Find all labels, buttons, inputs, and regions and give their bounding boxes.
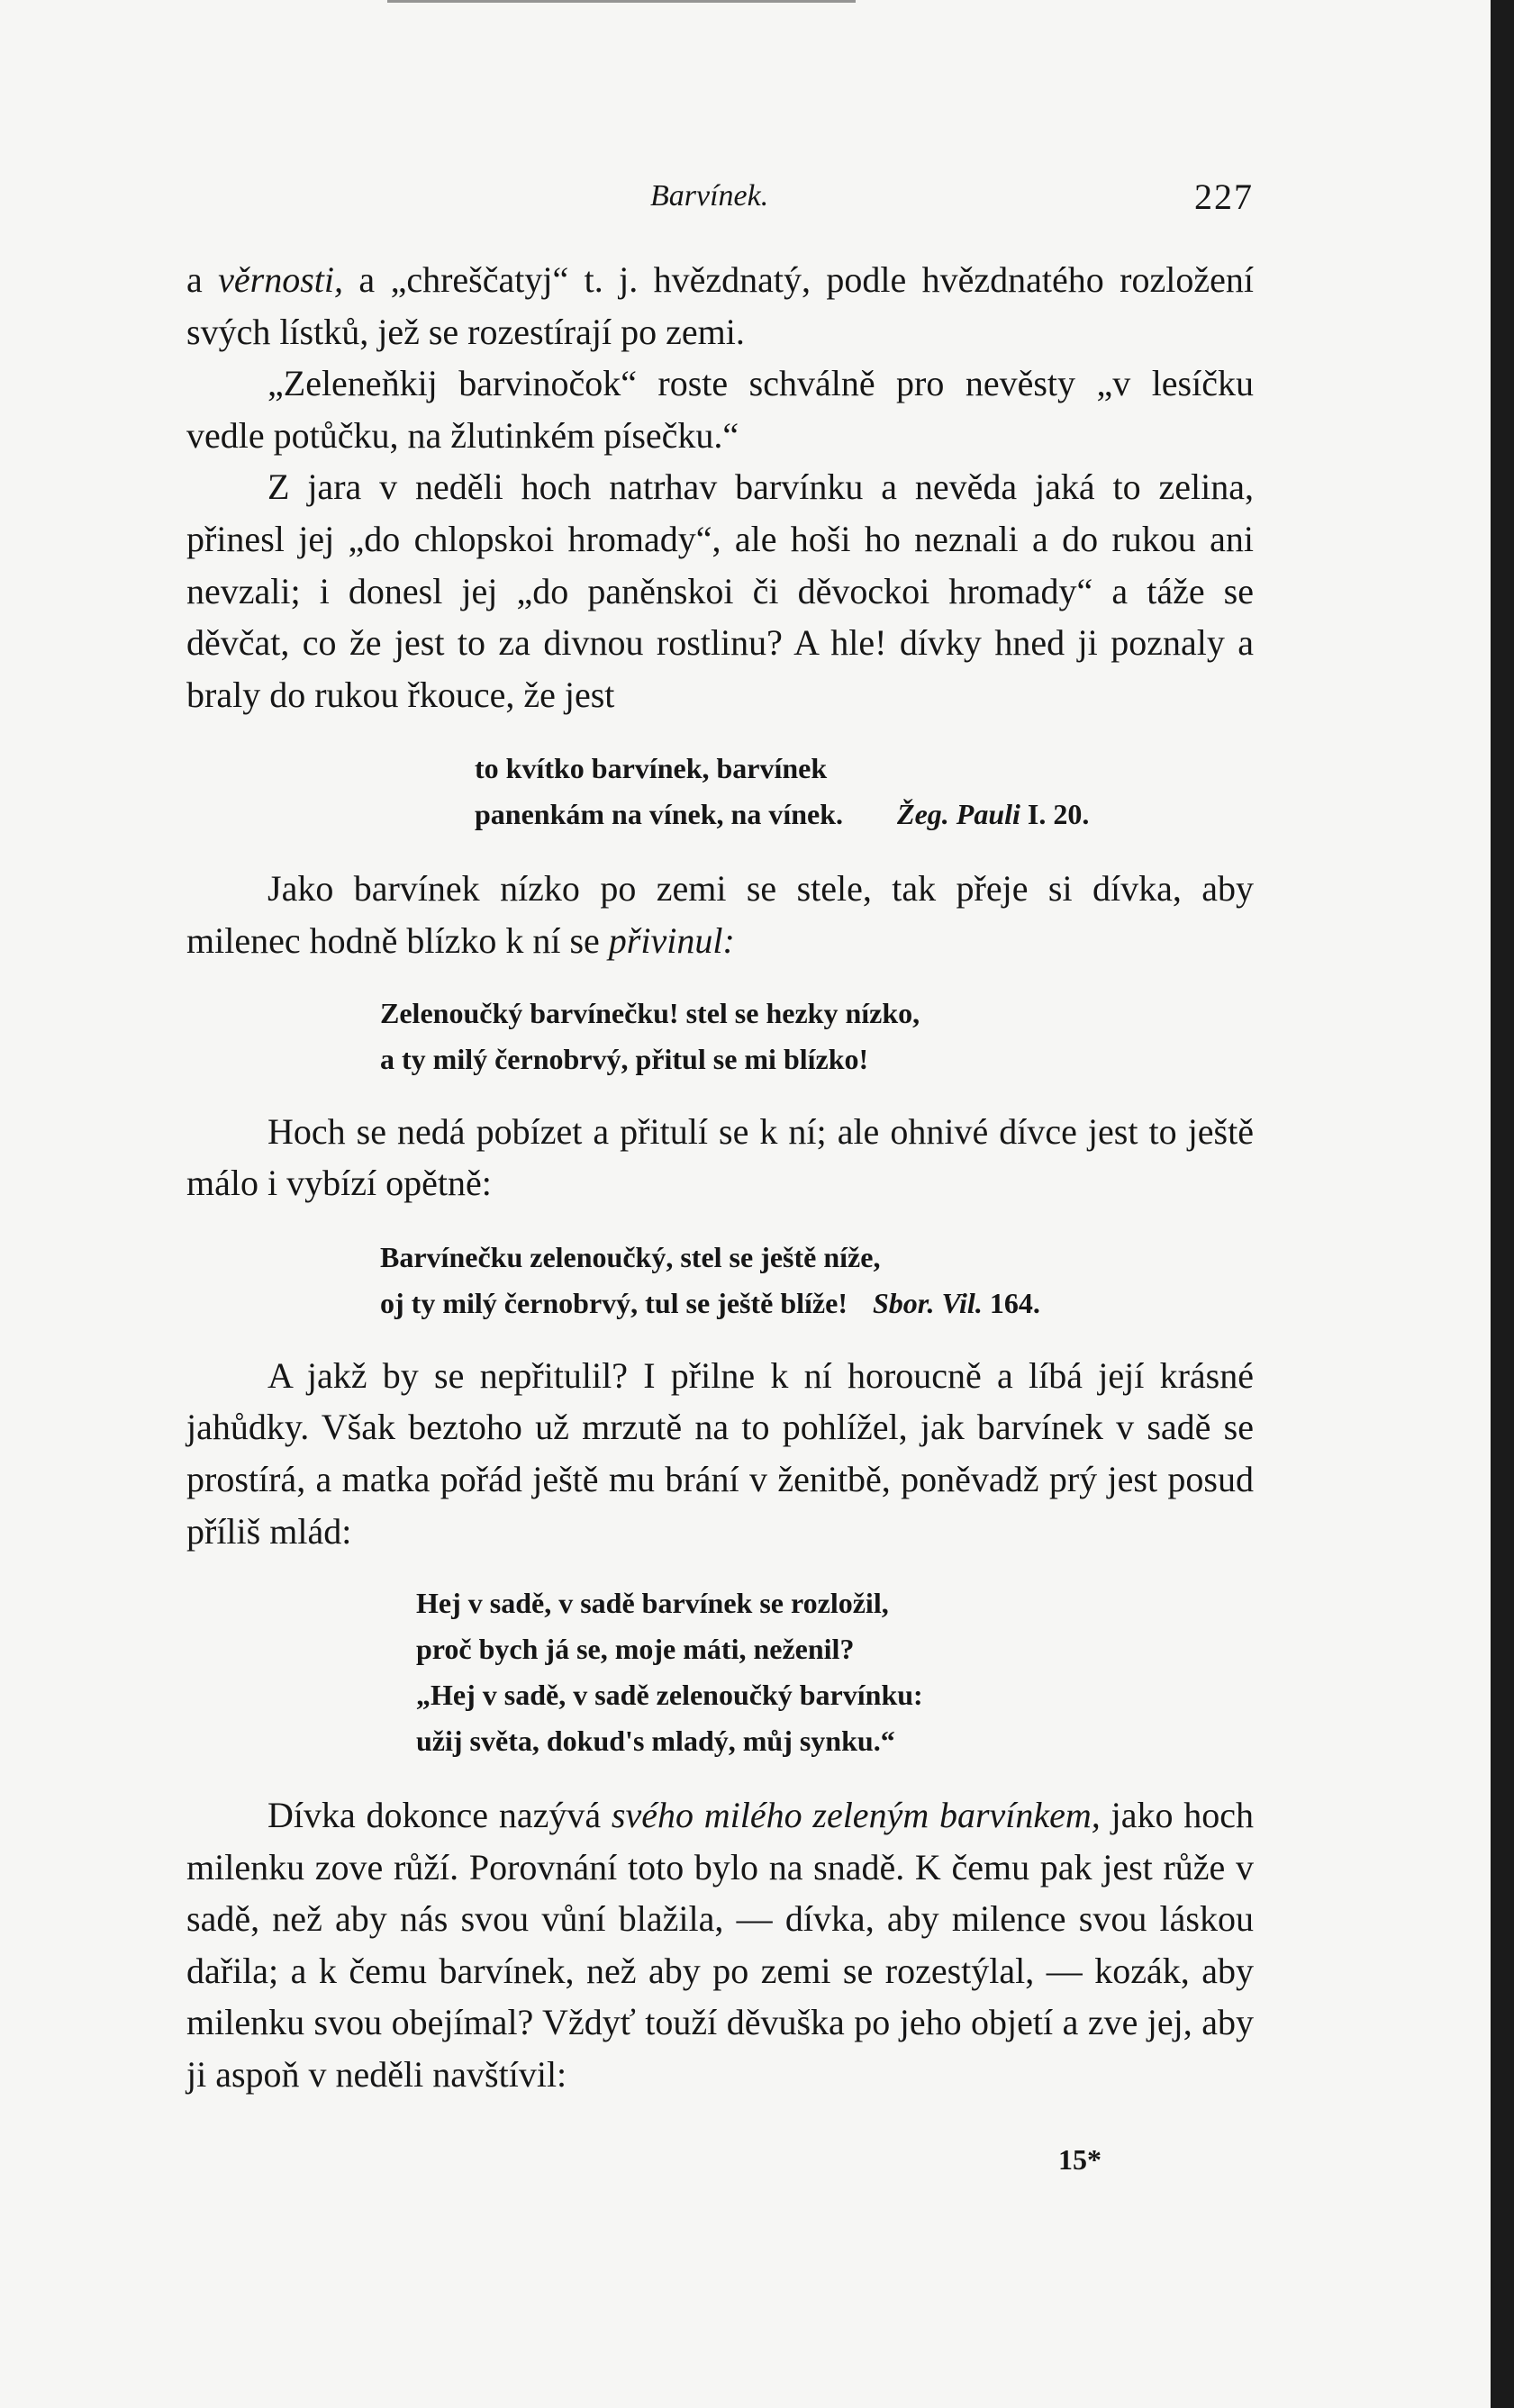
verse-3-line-2-row (380, 1281, 1254, 1326)
verse-1-cite-ref: I. 20. (1027, 798, 1090, 831)
body-text (186, 254, 1254, 2101)
verse-4-line-4: užij světa, dokud's mladý, můj synku.“ (416, 1725, 895, 1758)
scan-edge (1491, 0, 1514, 2408)
paragraph-6: A jakž by se nepřitulil? I přilne k ní horoucně a líbá její krásné jahůdky. Však beztoho už mrzutě na to pohlížel, jak barvínek v sadě se prostírá, a matka pořád ještě mu brání v ženitbě, poněvadž prý jest posud příliš mlád: (186, 1354, 1254, 1552)
paragraph-7-rest: jako hoch milenku zove růží. Porovnání toto bylo na snadě. K čemu pak jest růže v sadě, než aby nás svou vůní blažila, — dívka, aby milence svou láskou dařila; a k čemu barvínek, než aby po zemi se rozestýlal, — kozák, aby milenku svou obejímal? Vždyť touží děvuška po jeho objetí a zve jej, aby ji aspoň v neděli navštívil: (186, 1795, 1254, 2096)
verse-quote-1 (475, 746, 1254, 837)
paragraph-7-italic: svého milého zeleným barvínkem, (611, 1795, 1101, 1836)
verse-1-cite-author: Žeg. Pauli (897, 798, 1020, 831)
verse-3-citation (873, 1287, 1040, 1319)
page-header (186, 176, 1254, 219)
page-number: 227 (1194, 177, 1254, 217)
verse-2-line-1: Zelenoučký barvínečku! stel se hezky nízko, (380, 996, 920, 1029)
paragraph-4 (186, 863, 1254, 966)
paragraph-1-italic: věrnosti, (218, 259, 344, 300)
paragraph-4-text: Jako barvínek nízko po zemi se stele, tak přeje si dívka, aby milenec hodně blízko k ní se (186, 868, 1254, 961)
paragraph-1 (186, 254, 1254, 358)
paragraph-7 (186, 1789, 1254, 2101)
verse-1-line-2: panenkám na vínek, na vínek. (475, 798, 844, 831)
signature-mark: 15* (1058, 2143, 1102, 2176)
paragraph-7-prefix: Dívka dokonce nazývá (267, 1795, 612, 1836)
verse-quote-4 (416, 1580, 1254, 1764)
scan-artifact-top (387, 0, 856, 15)
verse-3-line-2: oj ty milý černobrvý, tul se ještě blíže! (380, 1286, 848, 1319)
running-title: Barvínek. (650, 179, 769, 213)
verse-3-line-1: Barvínečku zelenoučký, stel se ještě níže, (380, 1240, 881, 1273)
paragraph-5: Hoch se nedá pobízet a přitulí se k ní; ale ohnivé dívce jest to ještě málo i vybízí opětně: (186, 1110, 1254, 1204)
paragraph-4-italic: přivinul: (608, 919, 735, 961)
verse-1-citation (897, 798, 1089, 830)
verse-1-line-1: to kvítko barvínek, barvínek (475, 752, 828, 785)
verse-1-line-2-row (475, 792, 1254, 837)
verse-4-line-1: Hej v sadě, v sadě barvínek se rozložil, (416, 1587, 889, 1620)
paragraph-1-rest: a „chreščatyj“ t. j. hvězdnatý, podle hvězdnatého rozložení svých lístků, jež se rozestírají po zemi. (186, 259, 1254, 352)
verse-quote-3 (380, 1235, 1254, 1326)
verse-4-line-2: proč bych já se, moje máti, neženil? (416, 1633, 855, 1666)
verse-2-line-2: a ty milý černobrvý, přitul se mi blízko! (380, 1042, 869, 1075)
paragraph-2: „Zeleneňkij barvinočok“ roste schválně pro nevěsty „v lesíčku vedle potůčku, na žlutinkém písečku.“ (186, 363, 1254, 456)
paragraph-1-prefix: a (186, 259, 219, 300)
verse-quote-2 (380, 991, 1254, 1082)
verse-4-line-3: „Hej v sadě, v sadě zelenoučký barvínku: (416, 1679, 923, 1712)
paragraph-3: Z jara v neděli hoch natrhav barvínku a nevěda jaká to zelina, přinesl jej „do chlopskoi hromady“, ale hoši ho neznali a do rukou ani nevzali; i donesl jej „do paněnskoi či děvockoi hromady“ a táže se děvčat, co že jest to za divnou rostlinu? A hle! dívky hned ji poznaly a braly do rukou řkouce, že jest (186, 466, 1254, 715)
verse-3-cite-author: Sbor. Vil. (872, 1286, 983, 1319)
verse-3-cite-ref: 164. (989, 1286, 1040, 1319)
